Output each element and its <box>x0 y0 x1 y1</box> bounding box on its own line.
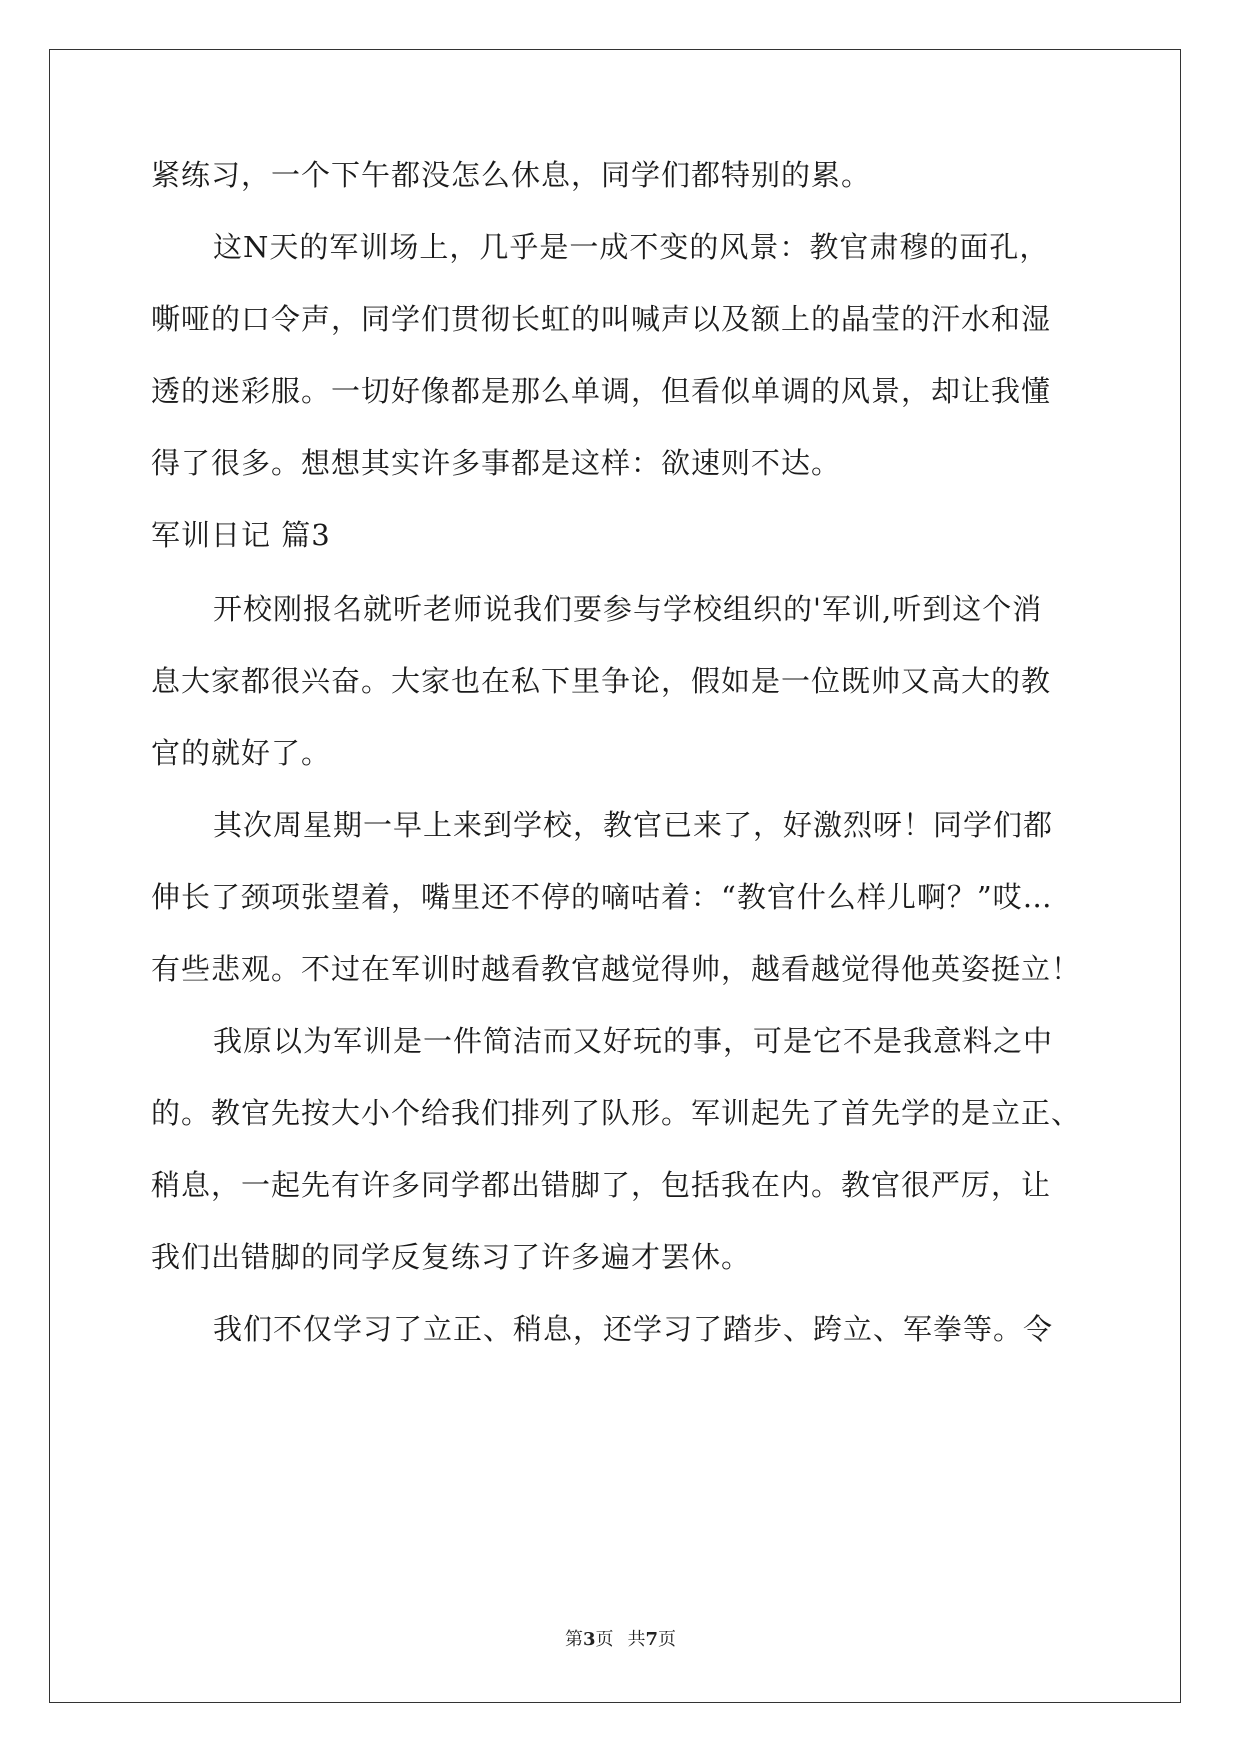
page-prefix: 第 <box>564 1629 583 1650</box>
page-unit: 页 <box>595 1629 614 1650</box>
paragraph-line: 我们出错脚的同学反复练习了许多遍才罢休。 <box>151 1240 752 1274</box>
paragraph-line: 有些悲观。不过在军训时越看教官越觉得帅，越看越觉得他英姿挺立！ <box>151 952 1082 986</box>
page-current: 3 <box>582 1629 596 1650</box>
paragraph-line: 透的迷彩服。一切好像都是那么单调，但看似单调的风景，却让我懂 <box>151 374 1052 408</box>
paragraph-line: 官的就好了。 <box>151 736 332 770</box>
paragraph-line: 紧练习，一个下午都没怎么休息，同学们都特别的累。 <box>151 158 872 192</box>
paragraph-line: 我们不仅学习了立正、稍息，还学习了踏步、跨立、军拳等。令 <box>213 1312 1054 1346</box>
page-border <box>49 49 1181 1703</box>
paragraph-line: 稍息，一起先有许多同学都出错脚了，包括我在内。教官很严厉，让 <box>151 1168 1052 1202</box>
total-prefix: 共 <box>627 1629 646 1650</box>
paragraph-line: 息大家都很兴奋。大家也在私下里争论，假如是一位既帅又高大的教 <box>151 664 1052 698</box>
paragraph-line: 伸长了颈项张望着，嘴里还不停的嘀咕着：“教官什么样儿啊？”哎… <box>151 880 1053 914</box>
paragraph-line: 的。教官先按大小个给我们排列了队形。军训起先了首先学的是立正、 <box>151 1096 1082 1130</box>
page-footer <box>0 1628 1241 1652</box>
page-total: 7 <box>645 1629 659 1650</box>
section-heading: 军训日记 篇3 <box>151 518 331 552</box>
total-unit: 页 <box>658 1629 677 1650</box>
paragraph-line: 得了很多。想想其实许多事都是这样：欲速则不达。 <box>151 446 842 480</box>
paragraph-line: 嘶哑的口令声，同学们贯彻长虹的叫喊声以及额上的晶莹的汗水和湿 <box>151 302 1052 336</box>
paragraph-line: 开校刚报名就听老师说我们要参与学校组织的'军训,听到这个消 <box>213 592 1043 626</box>
paragraph-line: 这N天的军训场上，几乎是一成不变的风景：教官肃穆的面孔， <box>213 230 1050 264</box>
paragraph-line: 我原以为军训是一件简洁而又好玩的事，可是它不是我意料之中 <box>213 1024 1054 1058</box>
paragraph-line: 其次周星期一早上来到学校，教官已来了，好激烈呀！同学们都 <box>213 808 1054 842</box>
